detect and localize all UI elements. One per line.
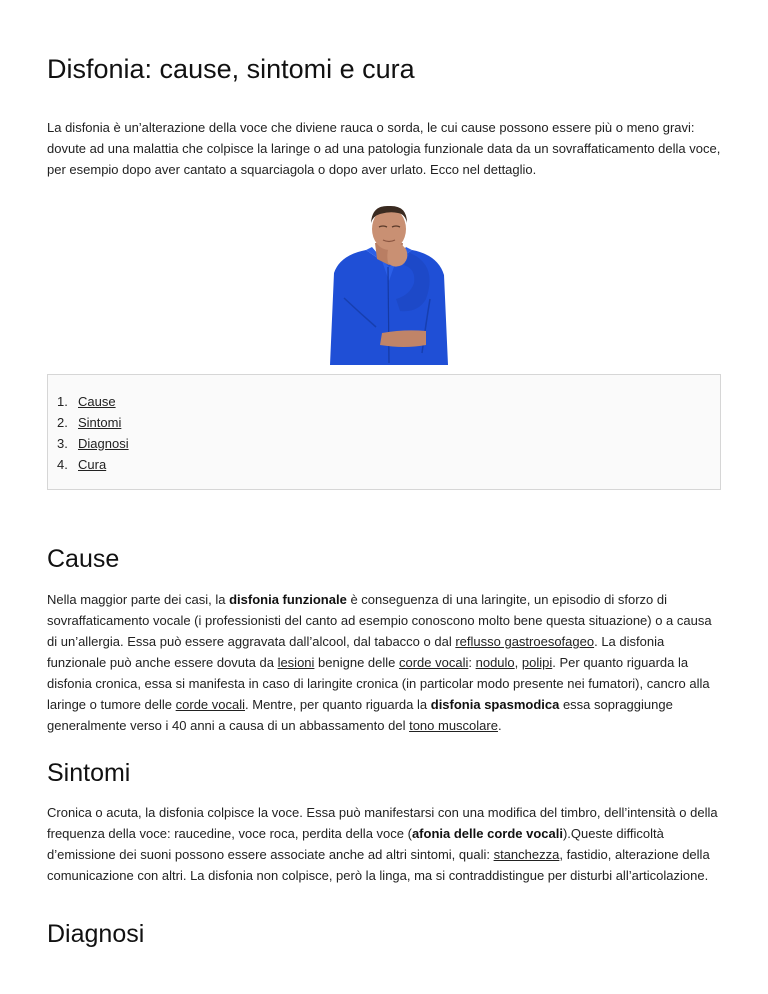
bold-term: disfonia spasmodica <box>430 697 560 712</box>
toc-item-diagnosi <box>57 433 129 454</box>
toc-item-cause <box>57 391 129 412</box>
toc-number: 1. <box>57 394 68 409</box>
man-thinking-illustration <box>330 203 448 365</box>
text: benigne delle <box>314 655 399 670</box>
toc-link-cause[interactable]: Cause <box>78 394 116 409</box>
text: . Mentre, per quanto riguarda la <box>245 697 431 712</box>
link-corde-vocali[interactable]: corde vocali <box>175 697 246 712</box>
bold-term: disfonia funzionale <box>229 592 347 607</box>
toc-number: 4. <box>57 457 68 472</box>
section-heading-cause: Cause <box>47 545 120 573</box>
toc-number: 2. <box>57 415 68 430</box>
section-heading-diagnosi: Diagnosi <box>47 920 145 948</box>
text: . Per quanto riguarda la disfonia cronica, essa si manifesta in caso di laringite cronica (in particolar modo presente nei fumatori), cancro alla laringe o tumore delle <box>47 655 710 712</box>
toc-item-sintomi <box>57 412 129 433</box>
toc-link-cura[interactable]: Cura <box>78 457 107 472</box>
text: Cronica o acuta, la disfonia colpisce la voce. Essa può manifestarsi con una modifica del timbro, dell’intensità o della frequenza della voce: raucedine, voce roca, perdita della voce ( <box>47 805 718 841</box>
sintomi-paragraph <box>47 802 721 886</box>
link-lesioni[interactable]: lesioni <box>277 655 315 670</box>
link-reflusso-gastroesofageo[interactable]: reflusso gastroesofageo <box>455 634 595 649</box>
section-heading-sintomi: Sintomi <box>47 759 131 787</box>
link-polipi[interactable]: polipi <box>521 655 553 670</box>
toc-list <box>57 391 129 475</box>
link-tono-muscolare[interactable]: tono muscolare <box>409 718 498 733</box>
toc-link-sintomi[interactable]: Sintomi <box>78 415 122 430</box>
toc-item-cura <box>57 454 129 475</box>
text: ).Queste difficoltà d’emissione dei suoni possono essere associate anche ad altri sintomi, quali: <box>47 826 664 862</box>
intro-paragraph: La disfonia è un’alterazione della voce che diviene rauca o sorda, le cui cause possono essere più o meno gravi: dovute ad una malattia che colpisce la laringe o ad una patologia funzionale data da un sovraffaticamento della voce, per esempio dopo aver cantato a squarciagola o dopo aver urlato. Ecco nel dettaglio. <box>47 120 721 177</box>
text: . La disfonia funzionale può anche essere dovuta da <box>47 634 665 670</box>
page-title: Disfonia: cause, sintomi e cura <box>47 54 415 84</box>
text: essa sopraggiunge generalmente verso i 40 anni a causa di un abbassamento del <box>47 697 673 733</box>
toc-link-diagnosi[interactable]: Diagnosi <box>78 436 129 451</box>
toc-number: 3. <box>57 436 68 451</box>
text: è conseguenza di una laringite, un episodio di sforzo di sovraffaticamento vocale (i professionisti del canto ad esempio conoscono molto bene questa situazione) o a causa di un’allergia. Essa può essere aggravata dall’alcool, dal tabacco o dal <box>47 592 712 649</box>
text: : <box>468 655 476 670</box>
link-stanchezza[interactable]: stanchezza <box>493 847 560 862</box>
table-of-contents <box>47 374 721 490</box>
cause-paragraph <box>47 589 721 736</box>
text: , <box>514 655 522 670</box>
link-nodulo[interactable]: nodulo <box>475 655 515 670</box>
link-corde-vocali[interactable]: corde vocali <box>399 655 469 670</box>
text: . <box>497 718 502 733</box>
text: , fastidio, alterazione della comunicazione con altri. La disfonia non colpisce, però la linga, ma si contraddistingue per disturbi all’articolazione. <box>47 847 710 883</box>
text: Nella maggior parte dei casi, la <box>47 592 230 607</box>
bold-term: afonia delle corde vocali <box>411 826 563 841</box>
